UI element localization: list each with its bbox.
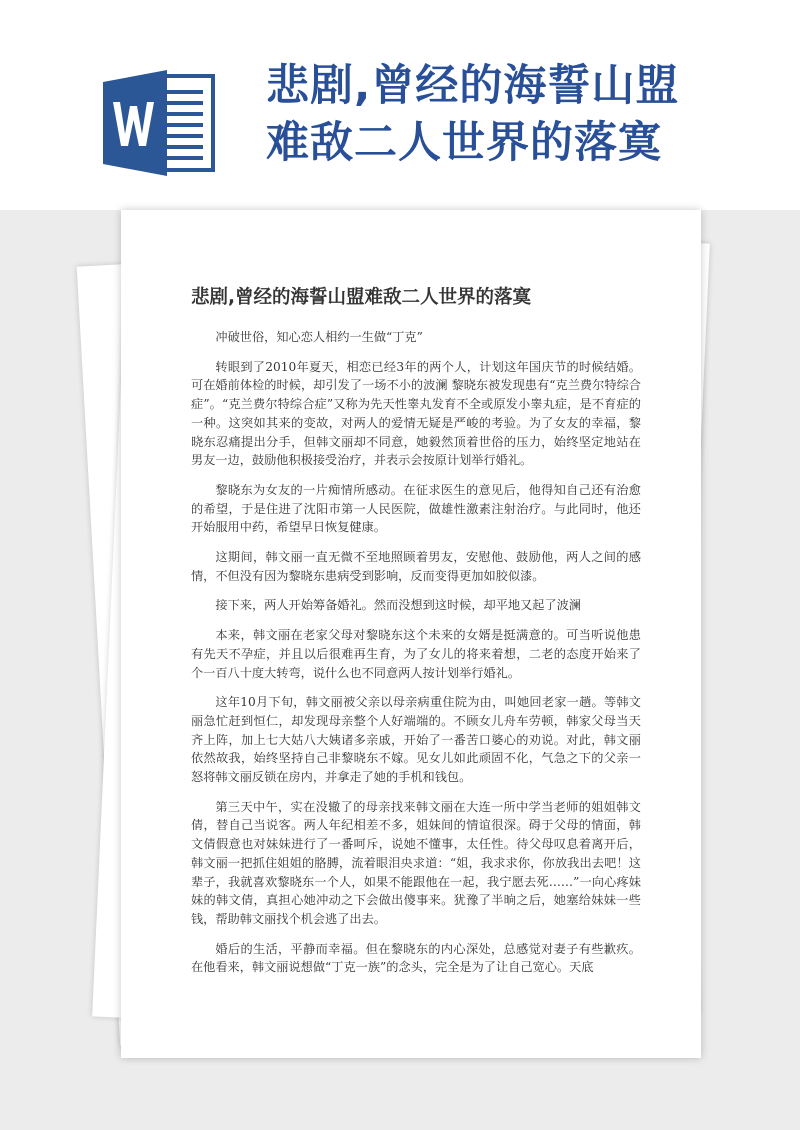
banner-title-line-2: 难敌二人世界的落寞 — [266, 118, 662, 168]
word-document-icon — [103, 68, 217, 178]
paragraph: 这期间，韩文丽一直无微不至地照顾着男友，安慰他、鼓励他，两人之间的感情，不但没有因为黎晓东患病受到影响，反而变得更加如胶似漆。 — [191, 550, 641, 583]
banner-title-line-1: 悲剧,曾经的海誓山盟 — [266, 61, 680, 111]
document-page — [121, 210, 701, 1058]
banner-title — [266, 58, 786, 172]
document-title: 悲剧,曾经的海誓山盟难敌二人世界的落寞 — [191, 287, 532, 308]
document-body — [191, 328, 641, 988]
paragraph: 婚后的生活，平静而幸福。但在黎晓东的内心深处，总感觉对妻子有些歉疚。在他看来，韩文丽说想做“丁克一族”的念头，完全是为了让自己宽心。天底 — [191, 941, 641, 975]
paragraph: 黎晓东为女友的一片痴情所感动。在征求医生的意见后，他得知自己还有治愈的希望，于是住进了沈阳市第一人民医院，做雄性激素注射治疗。与此同时，他还开始服用中药，希望早日恢复健康。 — [191, 482, 641, 535]
paragraph: 接下来，两人开始筹备婚礼。然而没想到这时候，却平地又起了波澜 — [215, 598, 582, 613]
paragraph: 这年10月下旬，韩文丽被父亲以母亲病重住院为由，叫她回老家一趟。等韩文丽急忙赶到恒仁，却发现母亲整个人好端端的。不顾女儿舟车劳顿，韩家父母当天齐上阵，加上七大姑八大姨诸多亲戚，开始了一番苦口婆心的劝说。对此，韩文丽依然故我，始终坚持自己非黎晓东不嫁。见女儿如此顽固不化，气急之下的父亲一怒将韩文丽反锁在房内，并拿走了她的手机和钱包。 — [191, 695, 641, 785]
paragraph: 第三天中午，实在没辙了的母亲找来韩文丽在大连一所中学当老师的姐姐韩文倩，替自己当说客。两人年纪相差不多，姐妹间的情谊很深。碍于父母的情面，韩文倩假意也对妹妹进行了一番呵斥，说她不懂事，太任性。待父母叹息着离开后，韩文丽一把抓住姐姐的胳膊，流着眼泪央求道：“姐，我求求你，你放我出去吧！这辈子，我就喜欢黎晓东一个人，如果不能跟他在一起，我宁愿去死……”一向心疼妹妹的韩文倩，真担心她冲动之下会做出傻事来。犹豫了半晌之后，她塞给妹妹一些钱，帮助韩文丽找个机会逃了出去。 — [191, 799, 641, 926]
banner — [0, 0, 800, 210]
paragraph: 冲破世俗，知心恋人相约一生做“丁克” — [215, 330, 423, 344]
paragraph: 转眼到了2010年夏天，相恋已经3年的两个人，计划这年国庆节的时候结婚。可在婚前体检的时候，却引发了一场不小的波澜 黎晓东被发现患有“克兰费尔特综合症”。“克兰费尔特综合症”又称为先天性睾丸发育不全或原发小睾丸症，是不育症的一种。这突如其来的变故，对两人的爱情无疑是严峻的考验。为了女友的幸福，黎晓东忍痛提出分手，但韩文丽却不同意，她毅然顶着世俗的压力，始终坚定地站在男友一边，鼓励他积极接受治疗，并表示会按原计划举行婚礼。 — [191, 359, 641, 468]
paragraph: 本来，韩文丽在老家父母对黎晓东这个未来的女婿是挺满意的。可当听说他患有先天不孕症，并且以后很难再生育，为了女儿的将来着想，二老的态度开始来了个一百八十度大转弯，说什么也不同意两人按计划举行婚礼。 — [191, 628, 641, 680]
